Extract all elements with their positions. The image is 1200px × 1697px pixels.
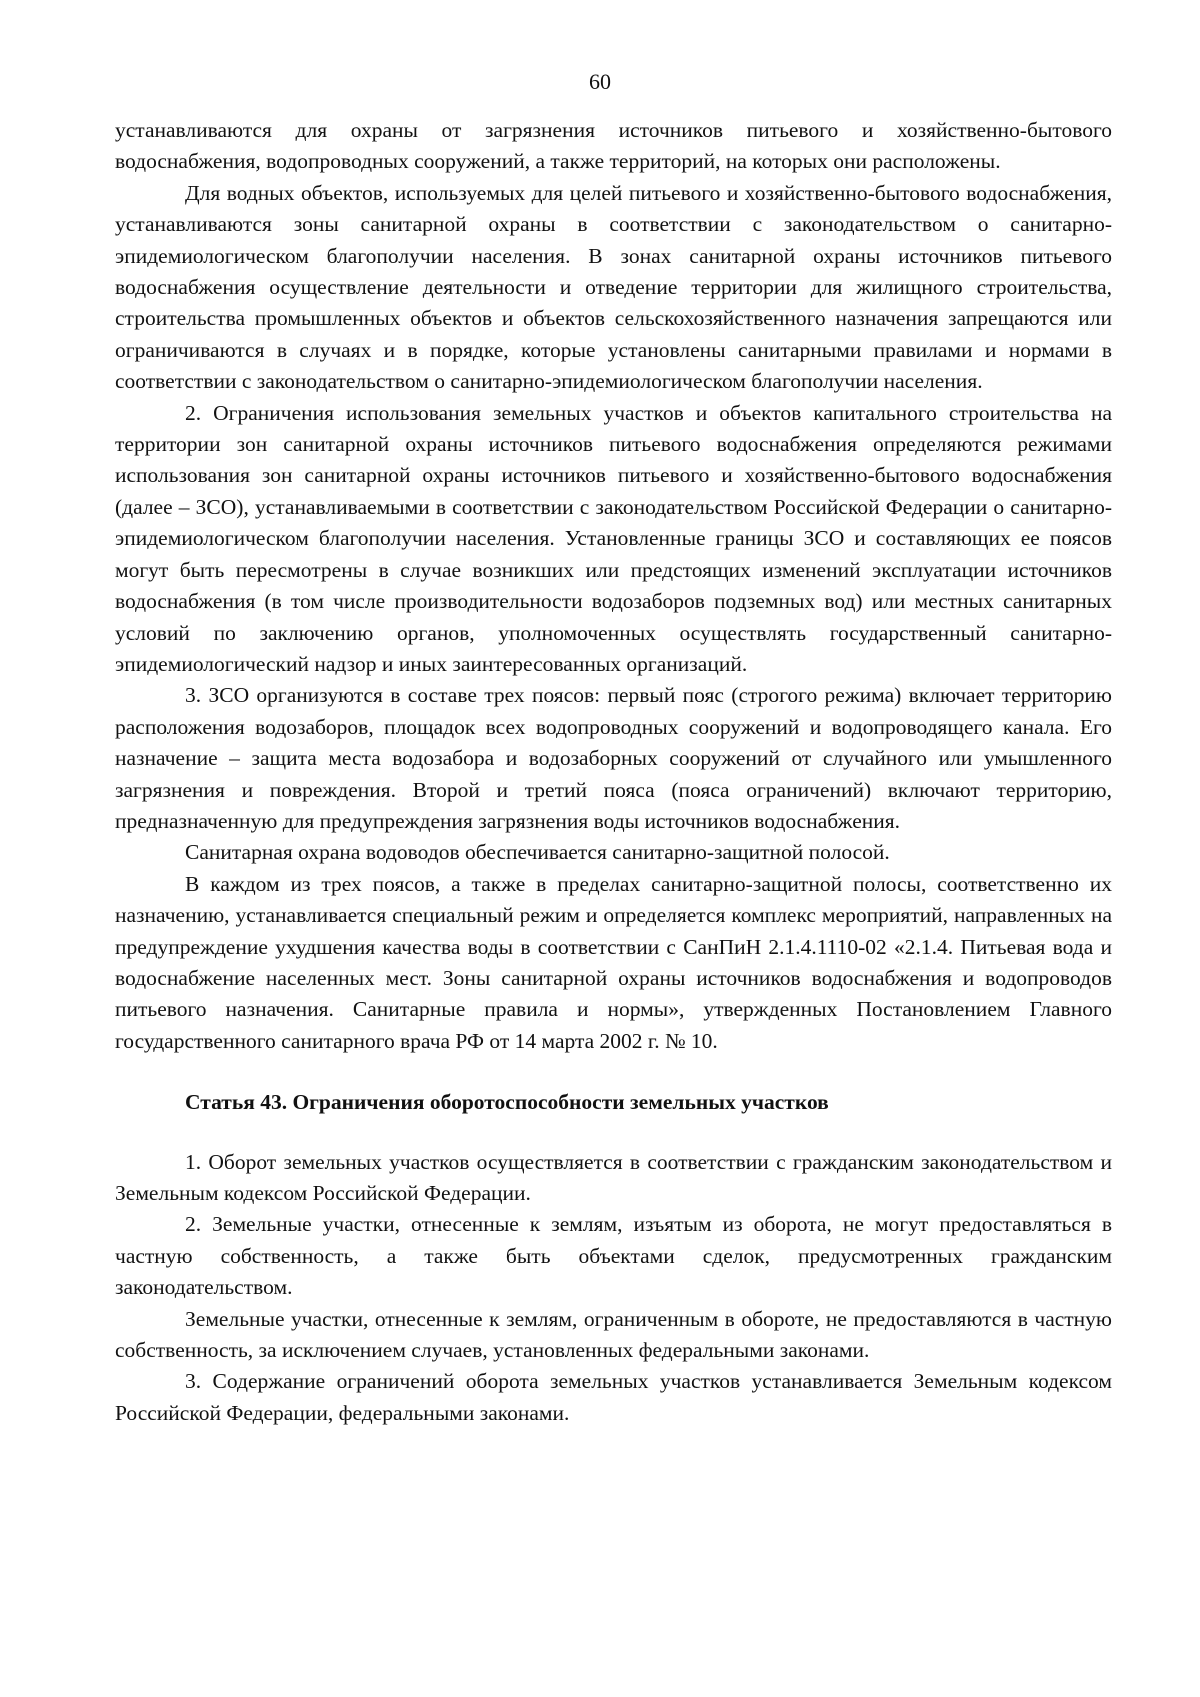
document-body bbox=[115, 115, 1112, 1429]
page-number: 60 bbox=[589, 69, 611, 94]
paragraph: 2. Ограничения использования земельных участков и объектов капитального строительства на территории зон санитарной охраны источников питьевого водоснабжения определяются режимами использования зон санитарной охраны источников питьевого и хозяйственно-бытового водоснабжения (далее – ЗСО), устанавливаемыми в соответствии с законодательством Российской Федерации о санитарно-эпидемиологическом благополучии населения. Установленные границы ЗСО и составляющих ее поясов могут быть пересмотрены в случае возникших или предстоящих изменений эксплуатации источников водоснабжения (в том числе производительности водозаборов подземных вод) или местных санитарных условий по заключению органов, уполномоченных осуществлять государственный санитарно-эпидемиологический надзор и иных заинтересованных организаций. bbox=[115, 400, 1112, 676]
paragraph: 3. ЗСО организуются в составе трех поясов: первый пояс (строгого режима) включает территорию расположения водозаборов, площадок всех водопроводных сооружений и водопроводящего канала. Его назначение – защита места водозабора и водозаборных сооружений от случайного или умышленного загрязнения и повреждения. Второй и третий пояса (пояса ограничений) включают территорию, предназначенную для предупреждения загрязнения воды источников водоснабжения. bbox=[115, 683, 1112, 833]
paragraph: устанавливаются для охраны от загрязнения источников питьевого и хозяйственно-бытового водоснабжения, водопроводных сооружений, а также территорий, на которых они расположены. bbox=[115, 118, 1112, 174]
paragraph: В каждом из трех поясов, а также в пределах санитарно-защитной полосы, соответственно их назначению, устанавливается специальный режим и определяется комплекс мероприятий, направленных на предупреждение ухудшения качества воды в соответствии с СанПиН 2.1.4.1110-02 «2.1.4. Питьевая вода и водоснабжение населенных мест. Зоны санитарной охраны источников водоснабжения и водопроводов питьевого назначения. Санитарные правила и нормы», утвержденных Постановлением Главного государственного санитарного врача РФ от 14 марта 2002 г. № 10. bbox=[115, 871, 1112, 1053]
paragraph: Для водных объектов, используемых для целей питьевого и хозяйственно-бытового водоснабжения, устанавливаются зоны санитарной охраны в соответствии с законодательством о санитарно-эпидемиологическом благополучии населения. В зонах санитарной охраны источников питьевого водоснабжения осуществление деятельности и отведение территории для жилищного строительства, строительства промышленных объектов и объектов сельскохозяйственного назначения запрещаются или ограничиваются в случаях и в порядке, которые установлены санитарными правилами и нормами в соответствии с законодательством о санитарно-эпидемиологическом благополучии населения. bbox=[115, 180, 1112, 394]
paragraph: 2. Земельные участки, отнесенные к землям, изъятым из оборота, не могут предоставляться в частную собственность, а также быть объектами сделок, предусмотренных гражданским законодательством. bbox=[115, 1212, 1112, 1300]
paragraph: Земельные участки, отнесенные к землям, ограниченным в обороте, не предоставляются в частную собственность, за исключением случаев, установленных федеральными законами. bbox=[115, 1306, 1112, 1363]
paragraph: 1. Оборот земельных участков осуществляется в соответствии с гражданским законодательством и Земельным кодексом Российской Федерации. bbox=[115, 1149, 1112, 1205]
paragraph: 3. Содержание ограничений оборота земельных участков устанавливается Земельным кодексом Российской Федерации, федеральными законами. bbox=[115, 1369, 1112, 1425]
article-heading: Статья 43. Ограничения оборотоспособности земельных участков bbox=[185, 1090, 829, 1115]
paragraph: Санитарная охрана водоводов обеспечивается санитарно-защитной полосой. bbox=[185, 840, 890, 865]
